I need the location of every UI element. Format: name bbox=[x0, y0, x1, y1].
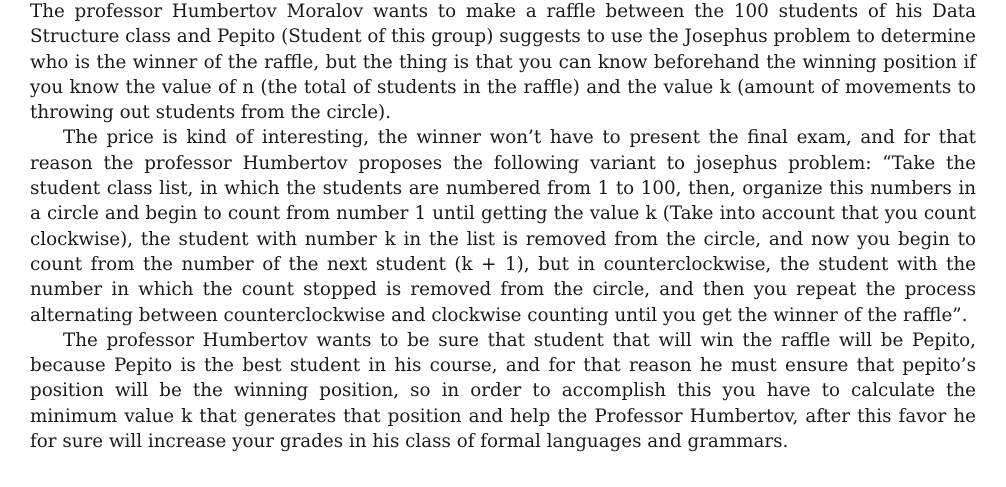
paragraph-goal: The professor Humbertov wants to be sure that student that will win the raffle will be Pepito, because Pepito is the best student in his course, and for that reason he must ensure that pepito’s position will be the winning position, so in order to accomplish this you have to calculate the minimum value k that generates that position and help the Professor Humbertov, after this favor he for sure will increase your grades in his class of formal languages and grammars. bbox=[30, 329, 976, 453]
document-body bbox=[30, 0, 976, 454]
paragraph-variant: The price is kind of interesting, the winner won’t have to present the final exam, and for that reason the professor Humbertov proposes the following variant to josephus problem: “Take the student class list, in which the students are numbered from 1 to 100, then, organize this numbers in a circle and begin to count from number 1 until getting the value k (Take into account that you count clockwise), the student with number k in the list is removed from the circle, and now you begin to count from the number of the next student (k + 1), but in counterclockwise, the student with the number in which the count stopped is removed from the circle, and then you repeat the process alternating between counterclockwise and clockwise counting until you get the winner of the raffle”. bbox=[30, 127, 976, 326]
paragraph-intro: The professor Humbertov Moralov wants to make a raffle between the 100 students of his Data Structure class and Pepito (Student of this group) suggests to use the Josephus problem to determine who is the winner of the raffle, but the thing is that you can know beforehand the winning position if you know the value of n (the total of students in the raffle) and the value k (amount of movements to throwing out students from the circle). bbox=[30, 1, 976, 124]
